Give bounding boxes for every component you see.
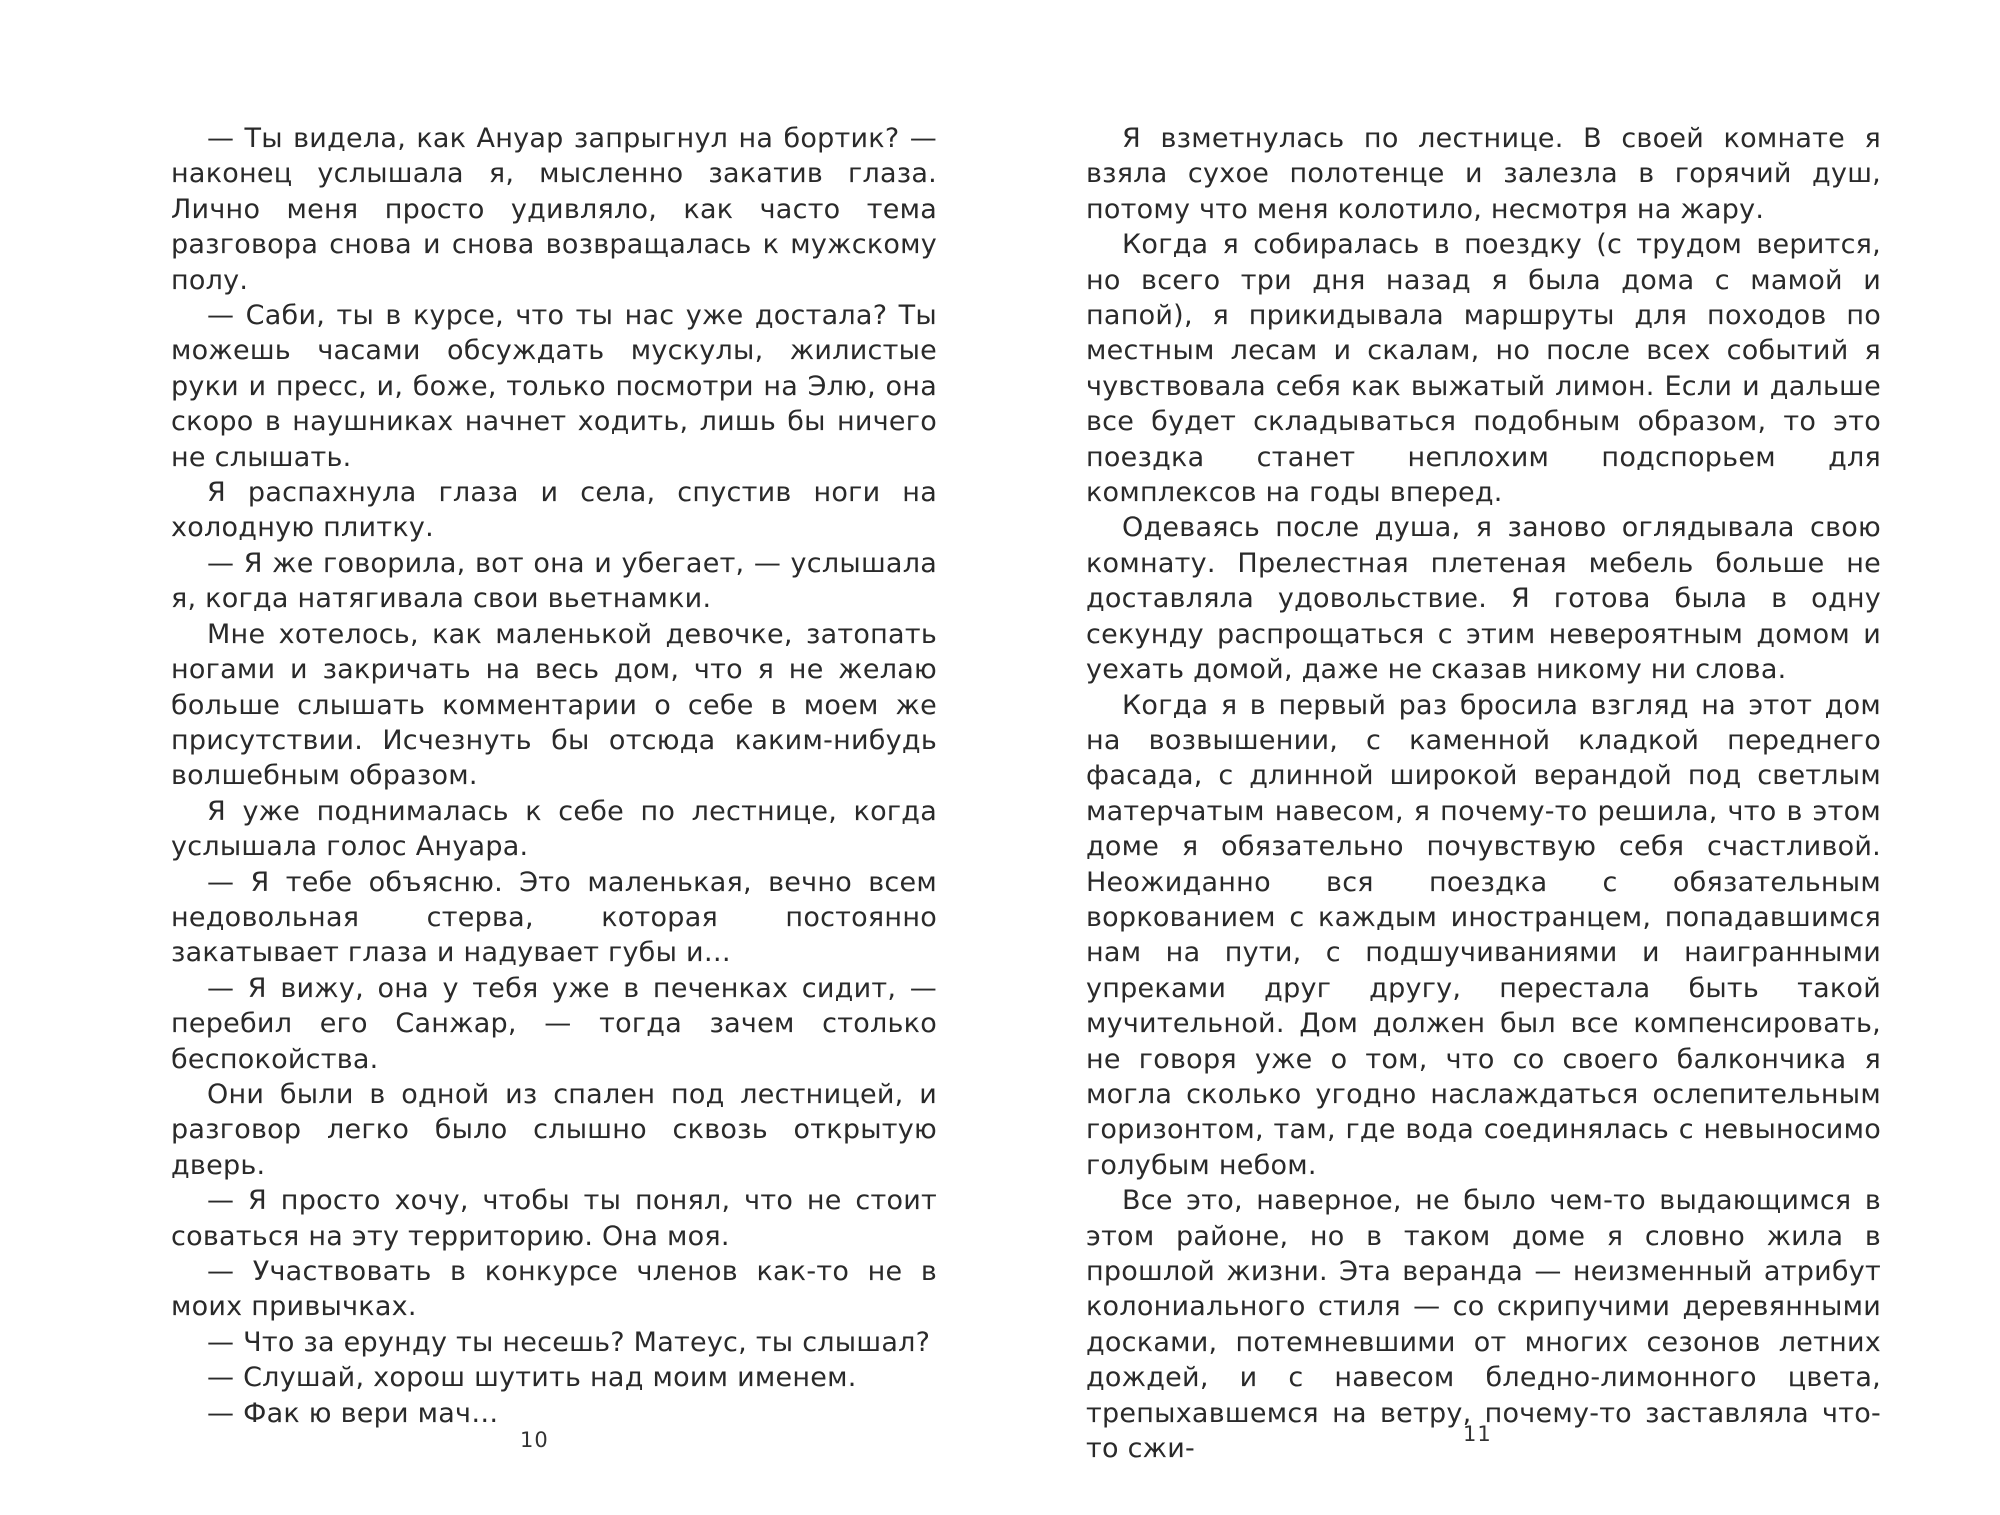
right-page xyxy=(1000,0,2000,1515)
right-page-text xyxy=(1086,121,1881,1466)
paragraph: Когда я в первый раз бросила взгляд на этот дом на возвышении, с каменной кладкой переднего фасада, с длинной широкой верандой под светлым матерчатым навесом, я почему-то решила, что в этом доме я обязательно почувствую себя счастливой. Неожиданно вся поездка с обязательным воркованием с каждым иностранцем, попадавшимся нам на пути, с подшучиваниями и наигранными упреками друг другу, перестала быть такой мучительной. Дом должен был все компенсировать, не говоря уже о том, что со своего балкончика я могла сколько угодно наслаждаться ослепительным горизонтом, там, где вода соединялась с невыносимо голубым небом. xyxy=(1086,689,1881,1181)
left-page-text xyxy=(171,121,937,1431)
paragraph: — Саби, ты в курсе, что ты нас уже достала? Ты можешь часами обсуждать мускулы, жилистые руки и пресс, и, боже, только посмотри на Элю, она скоро в наушниках начнет ходить, лишь бы ничего не слышать. xyxy=(171,300,937,473)
paragraph: — Фак ю вери мач… xyxy=(207,1397,499,1429)
paragraph: Все это, наверное, не было чем-то выдающимся в этом районе, но в таком доме я словно жила в прошлой жизни. Эта веранда — неизменный атрибут колониального стиля — со скрипучими деревянными досками, потемневшими от многих сезонов летних дождей, и с навесом бледно-лимонного цвета, трепыхавшемся на ветру, почему-то заставляла что-то сжи- xyxy=(1086,1185,1881,1465)
paragraph: Я уже поднималась к себе по лестнице, когда услышала голос Ануара. xyxy=(171,795,937,863)
paragraph: Я взметнулась по лестнице. В своей комнате я взяла сухое полотенце и залезла в горячий душ, потому что меня колотило, несмотря на жару. xyxy=(1086,123,1881,225)
paragraph: — Я просто хочу, чтобы ты понял, что не стоит соваться на эту территорию. Она моя. xyxy=(171,1185,937,1252)
paragraph: — Что за ерунду ты несешь? Матеус, ты слышал? xyxy=(207,1326,931,1358)
paragraph: Мне хотелось, как маленькой девочке, затопать ногами и закричать на весь дом, что я не желаю больше слышать комментарии о себе в моем же присутствии. Исчезнуть бы отсюда каким-нибудь волшебным образом. xyxy=(171,618,937,792)
paragraph: — Я вижу, она у тебя уже в печенках сидит, — перебил его Санжар, — тогда зачем столько беспокойства. xyxy=(171,972,937,1075)
page-number: 10 xyxy=(520,1428,549,1452)
paragraph: — Слушай, хорош шутить над моим именем. xyxy=(207,1362,857,1394)
paragraph: — Участвовать в конкурсе членов как-то не в моих привычках. xyxy=(171,1256,937,1323)
paragraph: Они были в одной из спален под лестницей, и разговор легко было слышно сквозь открытую дверь. xyxy=(171,1078,937,1181)
paragraph: Когда я собиралась в поездку (с трудом верится, но всего три дня назад я была дома с мамой и папой), я прикидывала маршруты для походов по местным лесам и скалам, но после всех событий я чувствовала себя как выжатый лимон. Если и дальше все будет складываться подобным образом, то это поездка станет неплохим подспорьем для комплексов на годы вперед. xyxy=(1086,229,1881,509)
paragraph: — Ты видела, как Ануар запрыгнул на бортик? — наконец услышала я, мысленно закатив глаза. Лично меня просто удивляло, как часто тема разговора снова и снова возвращалась к мужскому полу. xyxy=(171,123,937,296)
paragraph: — Я тебе объясню. Это маленькая, вечно всем недовольная стерва, которая постоянно закатывает глаза и надувает губы и… xyxy=(171,866,937,969)
page-number: 11 xyxy=(1463,1422,1492,1446)
paragraph: Я распахнула глаза и села, спустив ноги на холодную плитку. xyxy=(171,477,937,544)
paragraph: Одеваясь после душа, я заново оглядывала свою комнату. Прелестная плетеная мебель больше не доставляла удовольствие. Я готова была в одну секунду распрощаться с этим невероятным домом и уехать домой, даже не сказав никому ни слова. xyxy=(1086,512,1881,686)
paragraph: — Я же говорила, вот она и убегает, — услышала я, когда натягивала свои вьетнамки. xyxy=(171,547,937,615)
